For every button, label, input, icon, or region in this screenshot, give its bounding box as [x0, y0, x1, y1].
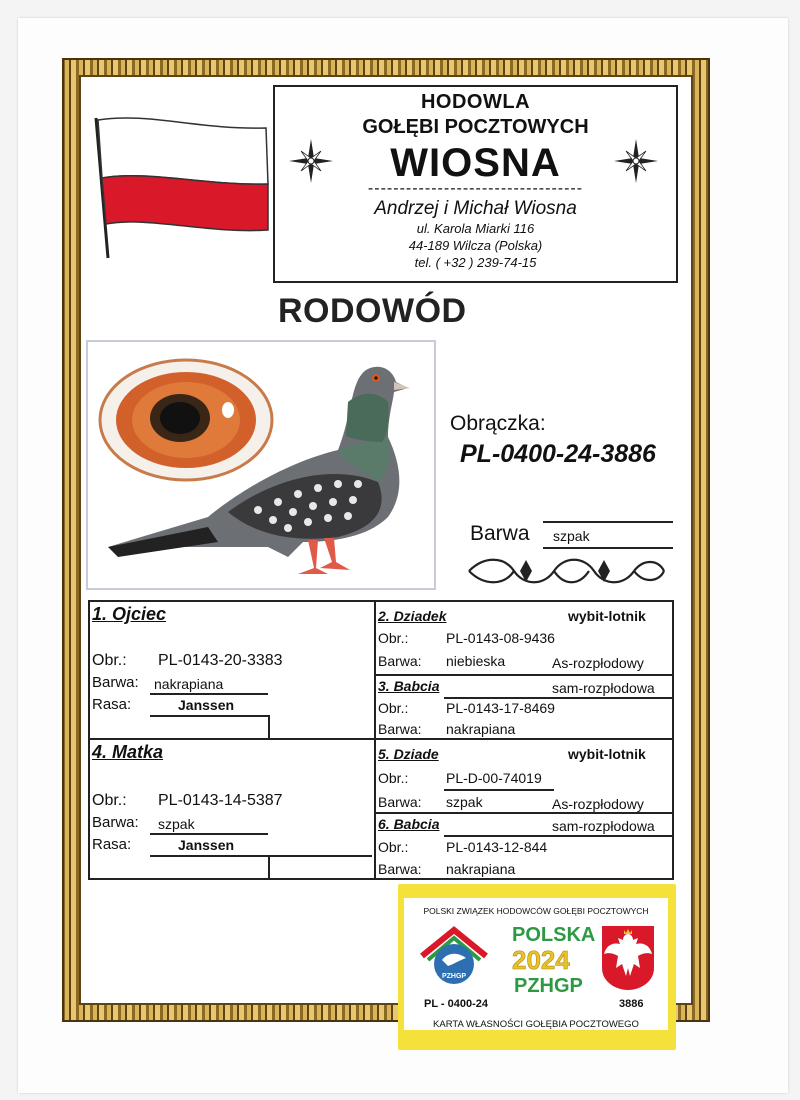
father-color-label: Barwa:	[92, 674, 139, 691]
grandfather-p-color-label: Barwa:	[378, 653, 422, 669]
grandmother-m-obr-label: Obr.:	[378, 839, 409, 855]
pzhgp-logo-icon	[418, 926, 490, 988]
father-ring: PL-0143-20-3383	[158, 652, 283, 669]
address-city: 44-189 Wilcza (Polska)	[408, 238, 543, 253]
header-line1: HODOWLA	[420, 91, 531, 113]
card-serial-number: 3886	[619, 998, 644, 1010]
grandfather-p-obr-label: Obr.:	[378, 630, 409, 646]
grandfather-m-note: wybit-lotnik	[568, 746, 646, 762]
fleur-ornament-icon	[464, 556, 669, 586]
pedigree-table	[88, 600, 674, 880]
father-obr-label: Obr.:	[92, 652, 127, 669]
grandfather-m-color: szpak	[446, 794, 483, 810]
color-line	[543, 547, 673, 549]
grandmother-m-color-label: Barwa:	[378, 861, 422, 877]
ring-number: PL-0400-24-3886	[460, 440, 656, 468]
underline	[444, 835, 672, 837]
mother-breed: Janssen	[178, 837, 235, 853]
grandmother-p-color: nakrapiana	[446, 721, 516, 737]
grandfather-m-heading: 5. Dziade	[378, 746, 439, 762]
card-association: POLSKI ZWIĄZEK HODOWCÓW GOŁĘBI POCZTOWYCH	[423, 906, 649, 916]
grandfather-p-note: wybit-lotnik	[568, 608, 646, 624]
grandfather-m-ring: PL-D-00-74019	[446, 770, 542, 786]
grandfather-p-heading: 2. Dziadek	[378, 608, 447, 624]
card-year: 2024	[512, 945, 570, 975]
father-breed: Janssen	[178, 697, 235, 713]
underline	[150, 693, 268, 695]
grandmother-m-note: sam-rozpłodowa	[552, 818, 655, 834]
ownership-card	[398, 884, 676, 1050]
owners-name: Andrzej i Michał Wiosna	[374, 198, 577, 219]
mother-obr-label: Obr.:	[92, 792, 127, 809]
tick-line	[268, 715, 270, 739]
mother-ring: PL-0143-14-5387	[158, 792, 283, 809]
address-street: ul. Karola Miarki 116	[416, 221, 535, 236]
grandfather-m-extra: As-rozpłodowy	[552, 796, 644, 812]
underline	[150, 855, 372, 857]
grandmother-m-heading: 6. Babcia	[378, 816, 440, 832]
underline	[150, 833, 268, 835]
grandfather-m-obr-label: Obr.:	[378, 770, 409, 786]
father-breed-label: Rasa:	[92, 696, 132, 713]
tick-line	[268, 855, 270, 879]
pigeon-illustration	[88, 342, 434, 588]
father-color: nakrapiana	[154, 676, 224, 692]
card-caption: KARTA WŁASNOŚCI GOŁĘBIA POCZTOWEGO	[433, 1019, 639, 1030]
card-ring-number: PL - 0400-24	[424, 998, 489, 1010]
pigeon-photo	[86, 340, 436, 590]
grandmother-p-ring: PL-0143-17-8469	[446, 700, 555, 716]
loft-name: WIOSNA	[390, 141, 561, 185]
compass-star-icon	[614, 139, 658, 183]
document-title: RODOWÓD	[278, 292, 467, 330]
compass-star-icon	[289, 139, 333, 183]
card-abbrev: PZHGP	[514, 975, 583, 997]
grandmother-p-note: sam-rozpłodowa	[552, 680, 655, 696]
grandmother-m-color: nakrapiana	[446, 861, 516, 877]
mother-heading: 4. Matka	[92, 742, 164, 762]
underline	[444, 789, 554, 791]
mother-color: szpak	[158, 816, 195, 832]
grandfather-m-color-label: Barwa:	[378, 794, 422, 810]
ring-label: Obrączka:	[450, 412, 546, 435]
grandfather-p-extra: As-rozpłodowy	[552, 655, 644, 671]
ownership-card-panel	[404, 898, 668, 1030]
polish-eagle-icon	[600, 924, 656, 992]
pzhgp-logo-text: PZHGP	[441, 973, 467, 980]
mother-breed-label: Rasa:	[92, 836, 132, 853]
underline	[444, 697, 672, 699]
underline	[150, 715, 268, 717]
dashed-separator: ----------------------------------	[367, 180, 584, 197]
header-line2: GOŁĘBI POCZTOWYCH	[362, 116, 589, 138]
father-heading: 1. Ojciec	[92, 604, 167, 624]
color-value: szpak	[553, 528, 590, 544]
color-line	[543, 521, 673, 523]
breeder-header	[273, 85, 678, 283]
grandmother-p-obr-label: Obr.:	[378, 700, 409, 716]
color-label: Barwa	[470, 522, 530, 545]
mother-color-label: Barwa:	[92, 814, 139, 831]
grandmother-m-ring: PL-0143-12-844	[446, 839, 548, 855]
phone-number: tel. ( +32 ) 239-74-15	[414, 255, 537, 270]
grandmother-p-color-label: Barwa:	[378, 721, 422, 737]
card-country: POLSKA	[512, 924, 596, 946]
grandmother-p-heading: 3. Babcia	[378, 678, 440, 694]
grandfather-p-ring: PL-0143-08-9436	[446, 630, 555, 646]
grandfather-p-color: niebieska	[446, 653, 506, 669]
polish-flag-icon	[88, 112, 273, 262]
